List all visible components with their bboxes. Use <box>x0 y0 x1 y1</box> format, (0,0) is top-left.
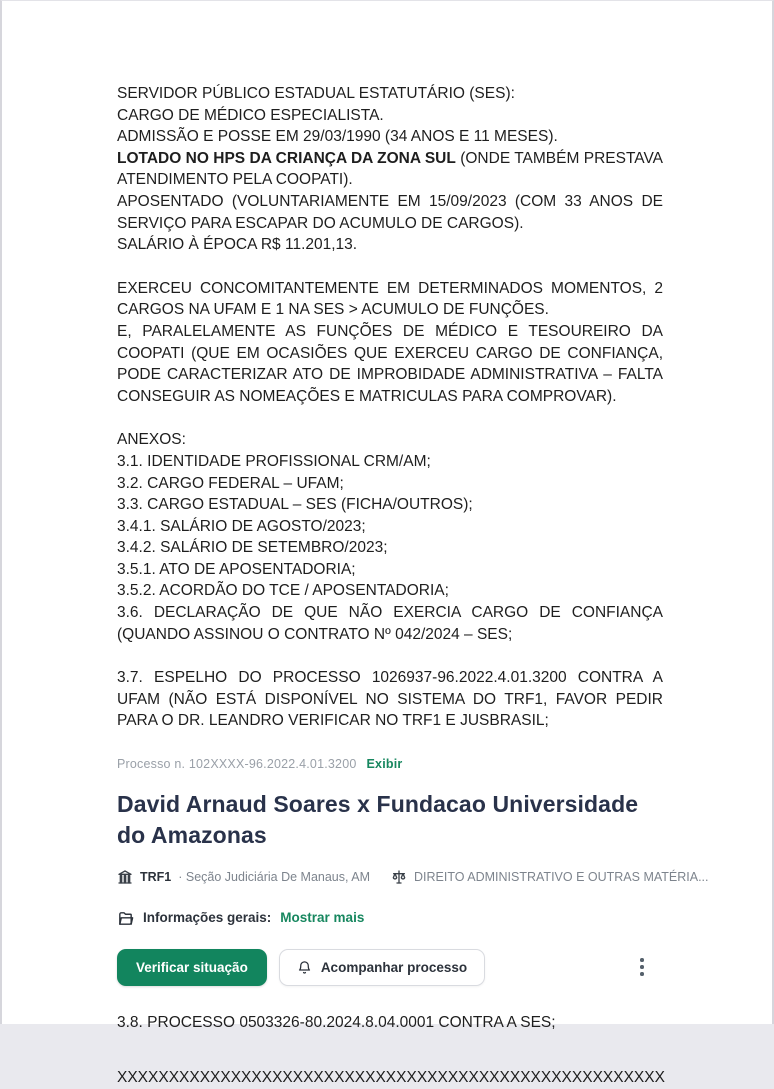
anexos-item: 3.4.1. SALÁRIO DE AGOSTO/2023; <box>117 517 366 535</box>
kebab-menu-icon[interactable] <box>631 956 653 978</box>
document-content <box>117 83 709 1089</box>
paragraph-acumulo <box>117 278 663 408</box>
general-info-row <box>117 907 663 929</box>
process-number: Processo n. 102XXXX-96.2022.4.01.3200 <box>117 757 357 772</box>
doc-paragraph: E, PARALELAMENTE AS FUNÇÕES DE MÉDICO E TESOUREIRO DA COOPATI (QUE EM OCASIÕES QUE EXERCEU CARGO DE CONFIANÇA, PODE CARACTERIZAR ATO DE IMPROBIDADE ADMINISTRATIVA – FALTA CONSEGUIR AS NOMEAÇÕES E MATRICULAS PARA COMPROVAR). <box>117 322 663 405</box>
process-number-line <box>117 754 663 776</box>
doc-text: (ONDE TAMBÉM PRESTAVA ATENDIMENTO PELA COOPATI). <box>117 149 664 189</box>
mostrar-mais-link[interactable]: Mostrar mais <box>280 910 365 926</box>
anexos-list <box>117 429 663 645</box>
exibir-link[interactable]: Exibir <box>366 757 403 772</box>
x-placeholder-row: XXXXXXXXXXXXXXXXXXXXXXXXXXXXXXXXXXXXXXXXXXXXXXXXXXXXX <box>117 1069 665 1087</box>
process-card <box>117 754 709 986</box>
courthouse-icon <box>117 869 133 885</box>
anexos-item: 3.5.2. ACORDÃO DO TCE / APOSENTADORIA; <box>117 582 449 600</box>
scales-icon <box>391 869 407 885</box>
anexos-item: 3.5.1. ATO DE APOSENTADORIA; <box>117 560 356 578</box>
paragraph-servico <box>117 83 663 256</box>
acompanhar-processo-label: Acompanhar processo <box>320 959 468 975</box>
doc-bold-text: LOTADO NO HPS DA CRIANÇA DA ZONA SUL <box>117 149 456 167</box>
paragraph-item-3-8: 3.8. PROCESSO 0503326-80.2024.8.04.0001 CONTRA A SES; <box>117 1013 556 1031</box>
general-info-label: Informações gerais: <box>143 910 272 926</box>
court-name: TRF1 <box>140 869 172 884</box>
doc-paragraph: 3.7. ESPELHO DO PROCESSO 1026937-96.2022.4.01.3200 CONTRA A UFAM (NÃO ESTÁ DISPONÍVEL NO SISTEMA DO TRF1, FAVOR PEDIR PARA O DR. LEANDRO VERIFICAR NO TRF1 E JUSBRASIL; <box>117 669 663 730</box>
paragraph-item-3-7 <box>117 667 663 732</box>
doc-paragraph: EXERCEU CONCOMITANTEMENTE EM DETERMINADOS MOMENTOS, 2 CARGOS NA UFAM E 1 NA SES > ACUMULO DE FUNÇÕES. <box>117 279 663 319</box>
anexos-item: 3.2. CARGO FEDERAL – UFAM; <box>117 474 344 492</box>
doc-line: SERVIDOR PÚBLICO ESTADUAL ESTATUTÁRIO (SES): <box>117 85 515 102</box>
doc-line: CARGO DE MÉDICO ESPECIALISTA. <box>117 106 384 124</box>
process-meta-row <box>117 867 709 889</box>
process-title: David Arnaud Soares x Fundacao Universidade do Amazonas <box>117 790 639 848</box>
court-detail: · Seção Judiciária De Manaus, AM <box>178 869 371 884</box>
doc-line: SALÁRIO À ÉPOCA R$ 11.201,13. <box>117 236 358 254</box>
anexos-item: 3.6. DECLARAÇÃO DE QUE NÃO EXERCIA CARGO DE CONFIANÇA (QUANDO ASSINOU O CONTRATO Nº 042/2024 – SES; <box>117 604 663 643</box>
anexos-item: 3.3. CARGO ESTADUAL – SES (FICHA/OUTROS); <box>117 496 473 514</box>
card-actions-row <box>117 949 663 986</box>
folder-icon <box>117 910 134 927</box>
anexos-title: ANEXOS: <box>117 431 186 449</box>
doc-line-lotado <box>117 148 663 191</box>
anexos-item: 3.1. IDENTIDADE PROFISSIONAL CRM/AM; <box>117 452 431 470</box>
process-subject: DIREITO ADMINISTRATIVO E OUTRAS MATÉRIA... <box>414 869 709 884</box>
verificar-situacao-button[interactable]: Verificar situação <box>117 949 267 986</box>
anexos-item: 3.4.2. SALÁRIO DE SETEMBRO/2023; <box>117 539 388 557</box>
acompanhar-processo-button[interactable] <box>279 949 485 986</box>
doc-line: APOSENTADO (VOLUNTARIAMENTE EM 15/09/2023 (COM 33 ANOS DE SERVIÇO PARA ESCAPAR DO ACUMULO DE CARGOS). <box>117 192 663 232</box>
doc-line: ADMISSÃO E POSSE EM 29/03/1990 (34 ANOS E 11 MESES). <box>117 128 558 146</box>
bell-icon <box>297 960 312 975</box>
